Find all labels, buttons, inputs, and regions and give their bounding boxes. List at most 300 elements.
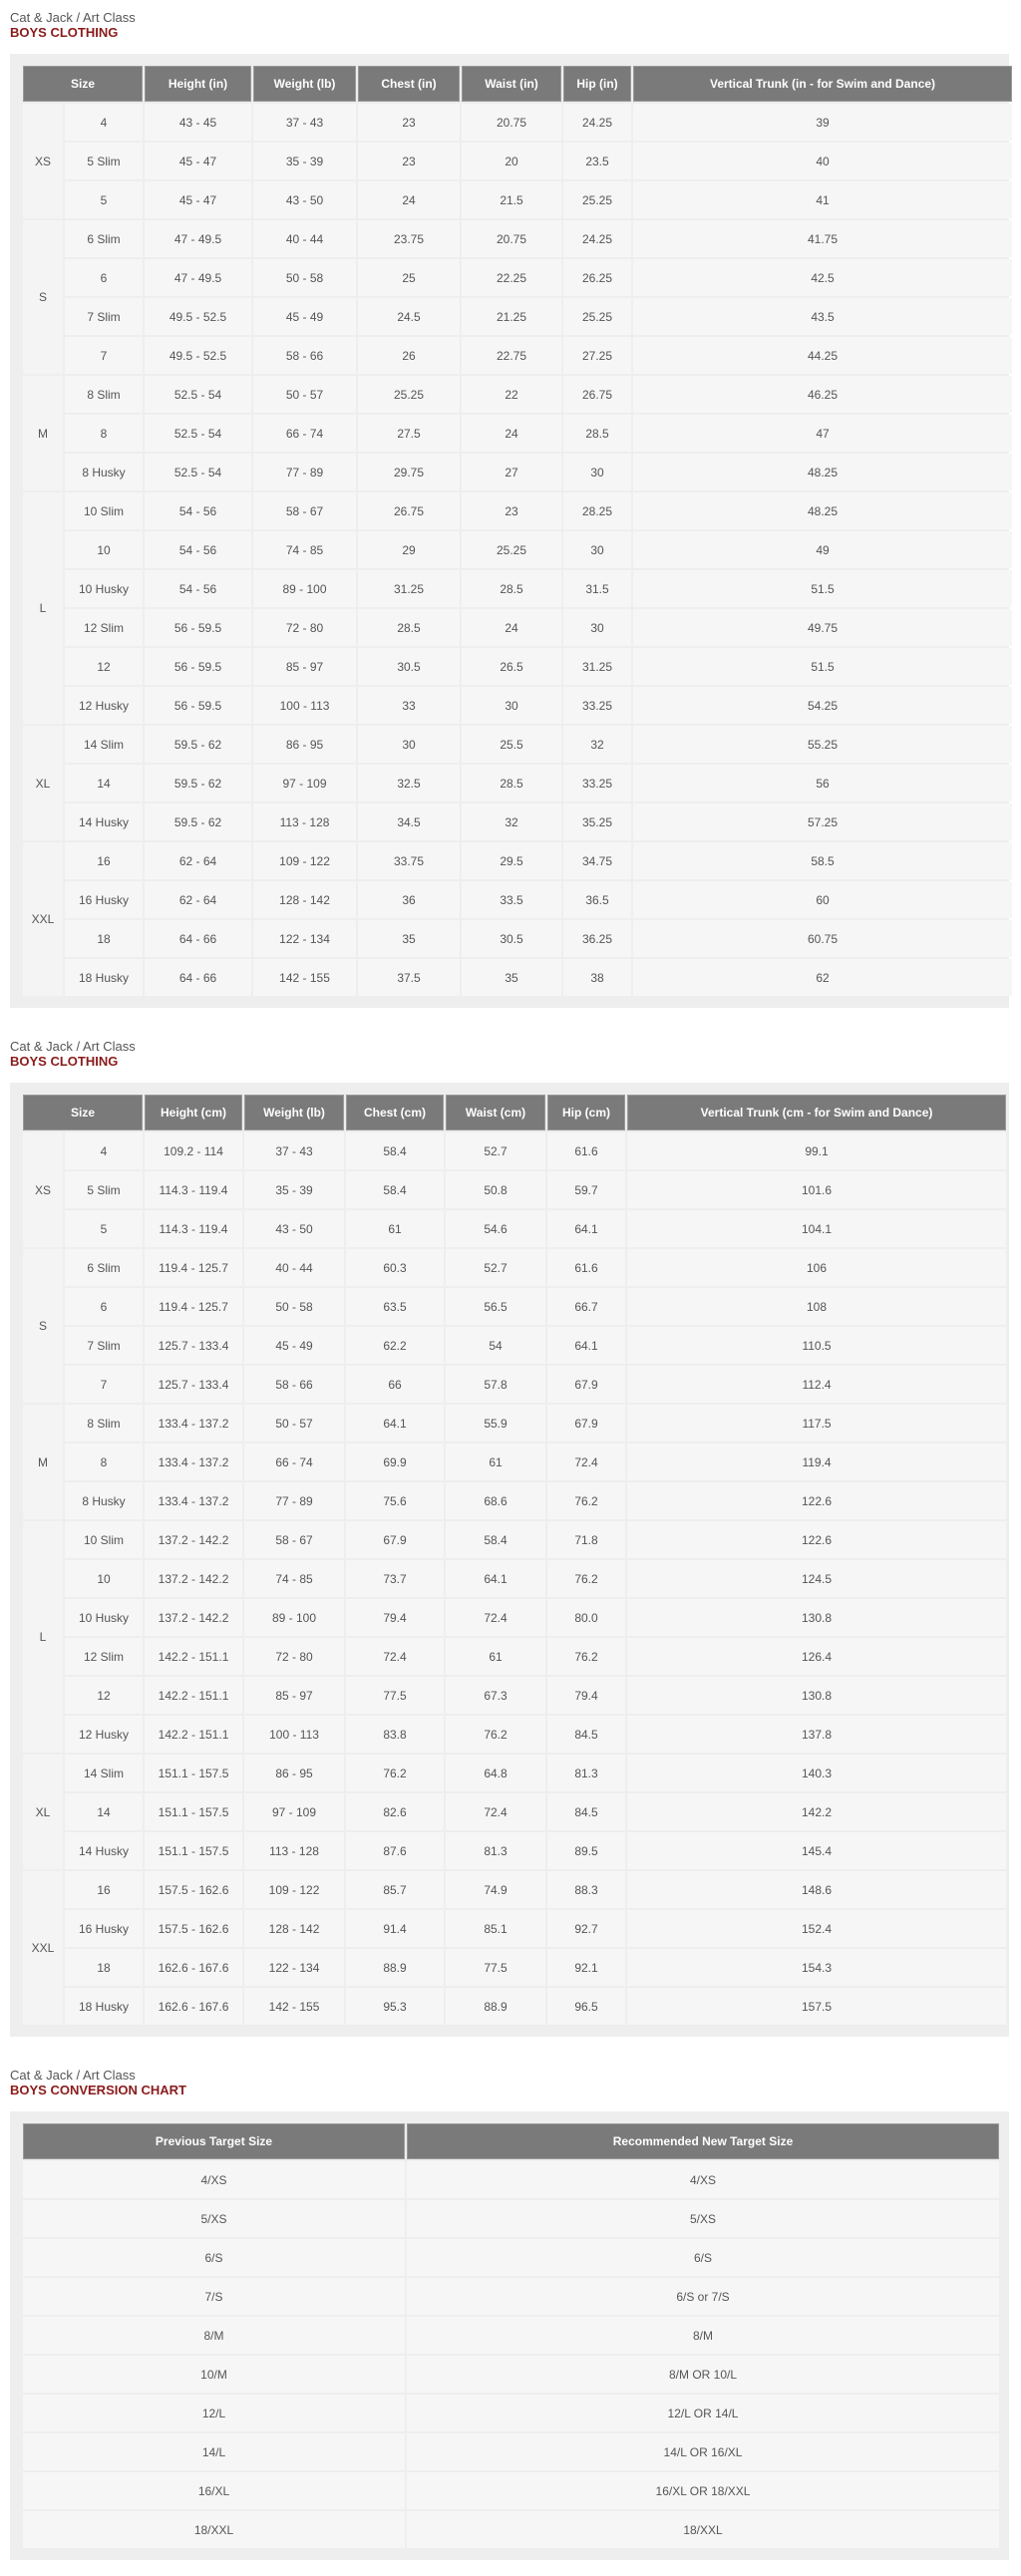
brand-label: Cat & Jack / Art Class xyxy=(10,10,136,25)
measurement-cell: 128 - 142 xyxy=(244,1910,344,1947)
recommended-size-cell: 4/XS xyxy=(407,2161,999,2198)
measurement-cell: 56 - 59.5 xyxy=(145,609,251,646)
measurement-cell: 41 xyxy=(633,181,1012,218)
measurement-cell: 64.1 xyxy=(547,1210,625,1247)
size-group-label: L xyxy=(23,1521,63,1753)
measurement-cell: 60 xyxy=(633,881,1012,918)
measurement-cell: 35.25 xyxy=(563,804,631,840)
measurement-cell: 40 - 44 xyxy=(244,1249,344,1286)
measurement-cell: 64 - 66 xyxy=(145,959,251,996)
measurement-cell: 43 - 50 xyxy=(253,181,356,218)
measurement-cell: 56 - 59.5 xyxy=(145,648,251,685)
measurement-cell: 54 - 56 xyxy=(145,492,251,529)
size-group-label: XS xyxy=(23,1132,63,1247)
measurement-cell: 54 - 56 xyxy=(145,570,251,607)
brand-label: Cat & Jack / Art Class xyxy=(10,2068,136,2083)
column-header: Weight (lb) xyxy=(244,1095,344,1130)
size-cell: 10 Husky xyxy=(65,1599,143,1636)
measurement-cell: 145.4 xyxy=(627,1832,1006,1869)
measurement-cell: 77 - 89 xyxy=(244,1482,344,1519)
size-group-label: M xyxy=(23,1405,63,1519)
measurement-cell: 72.4 xyxy=(346,1638,444,1675)
column-header: Chest (cm) xyxy=(346,1095,444,1130)
measurement-cell: 62 - 64 xyxy=(145,881,251,918)
table-row xyxy=(23,570,1012,607)
measurement-cell: 157.5 - 162.6 xyxy=(145,1910,242,1947)
measurement-cell: 43 - 50 xyxy=(244,1210,344,1247)
measurement-cell: 54 xyxy=(446,1327,545,1364)
size-cell: 8 xyxy=(65,1444,143,1480)
measurement-cell: 71.8 xyxy=(547,1521,625,1558)
measurement-cell: 56.5 xyxy=(446,1288,545,1325)
measurement-cell: 23.75 xyxy=(358,220,460,257)
measurement-cell: 62 - 64 xyxy=(145,842,251,879)
size-chart-inches-section xyxy=(0,0,1021,1029)
table-row xyxy=(23,804,1012,840)
size-cell: 16 xyxy=(65,842,143,879)
table-row xyxy=(23,415,1012,452)
measurement-cell: 40 xyxy=(633,143,1012,179)
measurement-cell: 21.25 xyxy=(462,298,561,335)
measurement-cell: 26.5 xyxy=(462,648,561,685)
size-cell: 12 xyxy=(65,1677,143,1714)
column-header: Size xyxy=(23,1095,143,1130)
table-row xyxy=(23,842,1012,879)
table-row xyxy=(23,2356,999,2393)
measurement-cell: 28.25 xyxy=(563,492,631,529)
size-cell: 6 Slim xyxy=(65,1249,143,1286)
measurement-cell: 57.25 xyxy=(633,804,1012,840)
measurement-cell: 100 - 113 xyxy=(253,687,356,724)
table-row xyxy=(23,1832,1006,1869)
measurement-cell: 31.25 xyxy=(563,648,631,685)
size-cell: 8 Slim xyxy=(65,376,143,413)
measurement-cell: 72.4 xyxy=(446,1599,545,1636)
size-cell: 5 Slim xyxy=(65,143,143,179)
measurement-cell: 50.8 xyxy=(446,1171,545,1208)
table-row xyxy=(23,1716,1006,1753)
table-row xyxy=(23,648,1012,685)
measurement-cell: 96.5 xyxy=(547,1988,625,2025)
column-header: Hip (cm) xyxy=(547,1095,625,1130)
measurement-cell: 44.25 xyxy=(633,337,1012,374)
measurement-cell: 61 xyxy=(446,1638,545,1675)
measurement-cell: 28.5 xyxy=(462,570,561,607)
measurement-cell: 24.25 xyxy=(563,220,631,257)
measurement-cell: 61 xyxy=(346,1210,444,1247)
column-header: Height (in) xyxy=(145,66,251,102)
table-row xyxy=(23,492,1012,529)
measurement-cell: 151.1 - 157.5 xyxy=(145,1755,242,1791)
table-row xyxy=(23,337,1012,374)
measurement-cell: 35 - 39 xyxy=(244,1171,344,1208)
table-row xyxy=(23,2472,999,2509)
size-cell: 4 xyxy=(65,1132,143,1169)
measurement-cell: 27 xyxy=(462,454,561,490)
measurement-cell: 23 xyxy=(358,104,460,141)
measurement-cell: 124.5 xyxy=(627,1560,1006,1597)
size-cell: 5 xyxy=(65,181,143,218)
measurement-cell: 79.4 xyxy=(547,1677,625,1714)
measurement-cell: 137.2 - 142.2 xyxy=(145,1560,242,1597)
measurement-cell: 101.6 xyxy=(627,1171,1006,1208)
measurement-cell: 133.4 - 137.2 xyxy=(145,1482,242,1519)
measurement-cell: 66 xyxy=(346,1366,444,1403)
measurement-cell: 51.5 xyxy=(633,648,1012,685)
size-cell: 10 Slim xyxy=(65,492,143,529)
measurement-cell: 37.5 xyxy=(358,959,460,996)
measurement-cell: 54 - 56 xyxy=(145,531,251,568)
measurement-cell: 45 - 49 xyxy=(253,298,356,335)
measurement-cell: 74.9 xyxy=(446,1871,545,1908)
measurement-cell: 95.3 xyxy=(346,1988,444,2025)
measurement-cell: 88.9 xyxy=(346,1949,444,1986)
measurement-cell: 22.75 xyxy=(462,337,561,374)
measurement-cell: 20 xyxy=(462,143,561,179)
size-cell: 18 xyxy=(65,1949,143,1986)
measurement-cell: 137.8 xyxy=(627,1716,1006,1753)
measurement-cell: 52.5 - 54 xyxy=(145,415,251,452)
measurement-cell: 50 - 57 xyxy=(244,1405,344,1442)
measurement-cell: 76.2 xyxy=(346,1755,444,1791)
table-header-row xyxy=(23,1095,1006,1130)
measurement-cell: 64 - 66 xyxy=(145,920,251,957)
measurement-cell: 81.3 xyxy=(446,1832,545,1869)
measurement-cell: 30.5 xyxy=(462,920,561,957)
measurement-cell: 23.5 xyxy=(563,143,631,179)
measurement-cell: 110.5 xyxy=(627,1327,1006,1364)
measurement-cell: 58 - 66 xyxy=(253,337,356,374)
measurement-cell: 122 - 134 xyxy=(253,920,356,957)
measurement-cell: 58.5 xyxy=(633,842,1012,879)
size-cell: 18 Husky xyxy=(65,1988,143,2025)
column-header: Weight (lb) xyxy=(253,66,356,102)
measurement-cell: 92.1 xyxy=(547,1949,625,1986)
recommended-size-cell: 14/L OR 16/XL xyxy=(407,2433,999,2470)
size-cell: 5 xyxy=(65,1210,143,1247)
size-cell: 12 Slim xyxy=(65,1638,143,1675)
size-cell: 7 Slim xyxy=(65,1327,143,1364)
measurement-cell: 34.5 xyxy=(358,804,460,840)
measurement-cell: 24 xyxy=(358,181,460,218)
measurement-cell: 28.5 xyxy=(462,765,561,802)
table-row xyxy=(23,1288,1006,1325)
size-cell: 14 Husky xyxy=(65,804,143,840)
measurement-cell: 20.75 xyxy=(462,104,561,141)
table-row xyxy=(23,2278,999,2315)
measurement-cell: 157.5 - 162.6 xyxy=(145,1871,242,1908)
measurement-cell: 49.5 - 52.5 xyxy=(145,298,251,335)
table-row xyxy=(23,726,1012,763)
measurement-cell: 77 - 89 xyxy=(253,454,356,490)
table-row xyxy=(23,1871,1006,1908)
table-row xyxy=(23,259,1012,296)
table-row xyxy=(23,2200,999,2237)
measurement-cell: 30 xyxy=(563,531,631,568)
measurement-cell: 151.1 - 157.5 xyxy=(145,1832,242,1869)
measurement-cell: 89.5 xyxy=(547,1832,625,1869)
measurement-cell: 55.25 xyxy=(633,726,1012,763)
measurement-cell: 42.5 xyxy=(633,259,1012,296)
measurement-cell: 47 xyxy=(633,415,1012,452)
measurement-cell: 109 - 122 xyxy=(244,1871,344,1908)
measurement-cell: 77.5 xyxy=(346,1677,444,1714)
table-row xyxy=(23,1171,1006,1208)
measurement-cell: 67.9 xyxy=(547,1366,625,1403)
measurement-cell: 122.6 xyxy=(627,1482,1006,1519)
column-header: Waist (in) xyxy=(462,66,561,102)
size-chart-cm-table xyxy=(21,1093,1008,2027)
measurement-cell: 142.2 - 151.1 xyxy=(145,1638,242,1675)
table-row xyxy=(23,1599,1006,1636)
size-chart-panel xyxy=(10,1083,1009,2037)
measurement-cell: 68.6 xyxy=(446,1482,545,1519)
table-header-row xyxy=(23,66,1012,102)
measurement-cell: 40 - 44 xyxy=(253,220,356,257)
section-header xyxy=(0,1029,1021,1070)
section-header xyxy=(0,0,1021,41)
measurement-cell: 59.5 - 62 xyxy=(145,804,251,840)
measurement-cell: 50 - 58 xyxy=(244,1288,344,1325)
measurement-cell: 52.7 xyxy=(446,1132,545,1169)
measurement-cell: 85 - 97 xyxy=(253,648,356,685)
measurement-cell: 82.6 xyxy=(346,1793,444,1830)
measurement-cell: 63.5 xyxy=(346,1288,444,1325)
column-header: Recommended New Target Size xyxy=(407,2123,999,2159)
measurement-cell: 50 - 57 xyxy=(253,376,356,413)
measurement-cell: 58.4 xyxy=(346,1171,444,1208)
table-row xyxy=(23,454,1012,490)
measurement-cell: 67.9 xyxy=(547,1405,625,1442)
measurement-cell: 76.2 xyxy=(446,1716,545,1753)
column-header: Vertical Trunk (in - for Swim and Dance) xyxy=(633,66,1012,102)
measurement-cell: 25.25 xyxy=(358,376,460,413)
measurement-cell: 67.9 xyxy=(346,1521,444,1558)
table-row xyxy=(23,1755,1006,1791)
table-row xyxy=(23,959,1012,996)
measurement-cell: 26.75 xyxy=(563,376,631,413)
size-cell: 8 Husky xyxy=(65,454,143,490)
measurement-cell: 99.1 xyxy=(627,1132,1006,1169)
table-row xyxy=(23,104,1012,141)
measurement-cell: 89 - 100 xyxy=(253,570,356,607)
column-header: Size xyxy=(23,66,143,102)
measurement-cell: 45 - 47 xyxy=(145,181,251,218)
measurement-cell: 108 xyxy=(627,1288,1006,1325)
size-cell: 14 Slim xyxy=(65,726,143,763)
measurement-cell: 29 xyxy=(358,531,460,568)
previous-size-cell: 12/L xyxy=(23,2395,405,2431)
table-row xyxy=(23,1677,1006,1714)
measurement-cell: 47 - 49.5 xyxy=(145,259,251,296)
measurement-cell: 126.4 xyxy=(627,1638,1006,1675)
measurement-cell: 80.0 xyxy=(547,1599,625,1636)
measurement-cell: 142 - 155 xyxy=(244,1988,344,2025)
measurement-cell: 154.3 xyxy=(627,1949,1006,1986)
brand-label: Cat & Jack / Art Class xyxy=(10,1039,136,1054)
measurement-cell: 72.4 xyxy=(446,1793,545,1830)
measurement-cell: 64.1 xyxy=(547,1327,625,1364)
measurement-cell: 137.2 - 142.2 xyxy=(145,1521,242,1558)
size-cell: 14 Husky xyxy=(65,1832,143,1869)
section-heading: BOYS CLOTHING xyxy=(10,1054,119,1069)
measurement-cell: 97 - 109 xyxy=(253,765,356,802)
measurement-cell: 33.5 xyxy=(462,881,561,918)
size-cell: 12 Husky xyxy=(65,1716,143,1753)
measurement-cell: 157.5 xyxy=(627,1988,1006,2025)
size-cell: 10 Husky xyxy=(65,570,143,607)
measurement-cell: 84.5 xyxy=(547,1793,625,1830)
measurement-cell: 162.6 - 167.6 xyxy=(145,1988,242,2025)
measurement-cell: 109 - 122 xyxy=(253,842,356,879)
measurement-cell: 33 xyxy=(358,687,460,724)
measurement-cell: 66.7 xyxy=(547,1288,625,1325)
table-row xyxy=(23,1638,1006,1675)
measurement-cell: 47 - 49.5 xyxy=(145,220,251,257)
measurement-cell: 21.5 xyxy=(462,181,561,218)
table-row xyxy=(23,1560,1006,1597)
measurement-cell: 112.4 xyxy=(627,1366,1006,1403)
section-heading: BOYS CONVERSION CHART xyxy=(10,2083,186,2097)
measurement-cell: 45 - 47 xyxy=(145,143,251,179)
measurement-cell: 148.6 xyxy=(627,1871,1006,1908)
measurement-cell: 25.25 xyxy=(462,531,561,568)
measurement-cell: 22.25 xyxy=(462,259,561,296)
table-row xyxy=(23,1793,1006,1830)
size-group-label: XL xyxy=(23,726,63,840)
measurement-cell: 54.6 xyxy=(446,1210,545,1247)
table-header-row xyxy=(23,2123,999,2159)
table-row xyxy=(23,2511,999,2548)
size-group-label: L xyxy=(23,492,63,724)
measurement-cell: 64.1 xyxy=(446,1560,545,1597)
measurement-cell: 92.7 xyxy=(547,1910,625,1947)
table-row xyxy=(23,2317,999,2354)
measurement-cell: 152.4 xyxy=(627,1910,1006,1947)
measurement-cell: 59.5 - 62 xyxy=(145,726,251,763)
column-header: Waist (cm) xyxy=(446,1095,545,1130)
measurement-cell: 113 - 128 xyxy=(244,1832,344,1869)
measurement-cell: 32.5 xyxy=(358,765,460,802)
measurement-cell: 24 xyxy=(462,609,561,646)
measurement-cell: 89 - 100 xyxy=(244,1599,344,1636)
measurement-cell: 128 - 142 xyxy=(253,881,356,918)
measurement-cell: 26 xyxy=(358,337,460,374)
size-cell: 16 Husky xyxy=(65,881,143,918)
measurement-cell: 85.1 xyxy=(446,1910,545,1947)
measurement-cell: 125.7 - 133.4 xyxy=(145,1327,242,1364)
measurement-cell: 104.1 xyxy=(627,1210,1006,1247)
measurement-cell: 28.5 xyxy=(563,415,631,452)
table-row xyxy=(23,609,1012,646)
measurement-cell: 88.3 xyxy=(547,1871,625,1908)
table-row xyxy=(23,1210,1006,1247)
measurement-cell: 32 xyxy=(563,726,631,763)
table-row xyxy=(23,1249,1006,1286)
measurement-cell: 125.7 - 133.4 xyxy=(145,1366,242,1403)
measurement-cell: 74 - 85 xyxy=(244,1560,344,1597)
previous-size-cell: 4/XS xyxy=(23,2161,405,2198)
measurement-cell: 119.4 xyxy=(627,1444,1006,1480)
measurement-cell: 55.9 xyxy=(446,1405,545,1442)
size-cell: 12 Husky xyxy=(65,687,143,724)
size-cell: 14 Slim xyxy=(65,1755,143,1791)
measurement-cell: 37 - 43 xyxy=(253,104,356,141)
conversion-chart-table xyxy=(21,2121,1001,2550)
measurement-cell: 85.7 xyxy=(346,1871,444,1908)
measurement-cell: 114.3 - 119.4 xyxy=(145,1171,242,1208)
measurement-cell: 33.25 xyxy=(563,765,631,802)
size-chart-cm-section xyxy=(0,1029,1021,2058)
measurement-cell: 56 - 59.5 xyxy=(145,687,251,724)
measurement-cell: 86 - 95 xyxy=(253,726,356,763)
table-row xyxy=(23,531,1012,568)
table-row xyxy=(23,1521,1006,1558)
measurement-cell: 61.6 xyxy=(547,1132,625,1169)
measurement-cell: 36.25 xyxy=(563,920,631,957)
measurement-cell: 33.75 xyxy=(358,842,460,879)
recommended-size-cell: 6/S or 7/S xyxy=(407,2278,999,2315)
previous-size-cell: 10/M xyxy=(23,2356,405,2393)
recommended-size-cell: 8/M OR 10/L xyxy=(407,2356,999,2393)
table-row xyxy=(23,1327,1006,1364)
measurement-cell: 85 - 97 xyxy=(244,1677,344,1714)
previous-size-cell: 14/L xyxy=(23,2433,405,2470)
measurement-cell: 76.2 xyxy=(547,1560,625,1597)
measurement-cell: 86 - 95 xyxy=(244,1755,344,1791)
measurement-cell: 57.8 xyxy=(446,1366,545,1403)
measurement-cell: 30 xyxy=(462,687,561,724)
measurement-cell: 72.4 xyxy=(547,1444,625,1480)
measurement-cell: 54.25 xyxy=(633,687,1012,724)
previous-size-cell: 5/XS xyxy=(23,2200,405,2237)
measurement-cell: 137.2 - 142.2 xyxy=(145,1599,242,1636)
measurement-cell: 106 xyxy=(627,1249,1006,1286)
measurement-cell: 29.75 xyxy=(358,454,460,490)
measurement-cell: 38 xyxy=(563,959,631,996)
measurement-cell: 122.6 xyxy=(627,1521,1006,1558)
table-row xyxy=(23,143,1012,179)
measurement-cell: 58.4 xyxy=(446,1521,545,1558)
previous-size-cell: 8/M xyxy=(23,2317,405,2354)
measurement-cell: 58.4 xyxy=(346,1132,444,1169)
column-header: Vertical Trunk (cm - for Swim and Dance) xyxy=(627,1095,1006,1130)
measurement-cell: 75.6 xyxy=(346,1482,444,1519)
table-row xyxy=(23,920,1012,957)
size-cell: 18 xyxy=(65,920,143,957)
measurement-cell: 52.5 - 54 xyxy=(145,454,251,490)
table-row xyxy=(23,1910,1006,1947)
measurement-cell: 24 xyxy=(462,415,561,452)
measurement-cell: 142.2 - 151.1 xyxy=(145,1677,242,1714)
measurement-cell: 133.4 - 137.2 xyxy=(145,1405,242,1442)
table-row xyxy=(23,376,1012,413)
previous-size-cell: 18/XXL xyxy=(23,2511,405,2548)
measurement-cell: 114.3 - 119.4 xyxy=(145,1210,242,1247)
table-row xyxy=(23,1444,1006,1480)
measurement-cell: 61 xyxy=(446,1444,545,1480)
measurement-cell: 59.7 xyxy=(547,1171,625,1208)
measurement-cell: 32 xyxy=(462,804,561,840)
table-row xyxy=(23,881,1012,918)
table-row xyxy=(23,298,1012,335)
measurement-cell: 36 xyxy=(358,881,460,918)
conversion-chart-panel xyxy=(10,2111,1009,2560)
measurement-cell: 25.25 xyxy=(563,298,631,335)
measurement-cell: 31.5 xyxy=(563,570,631,607)
size-cell: 7 Slim xyxy=(65,298,143,335)
column-header: Chest (in) xyxy=(358,66,460,102)
